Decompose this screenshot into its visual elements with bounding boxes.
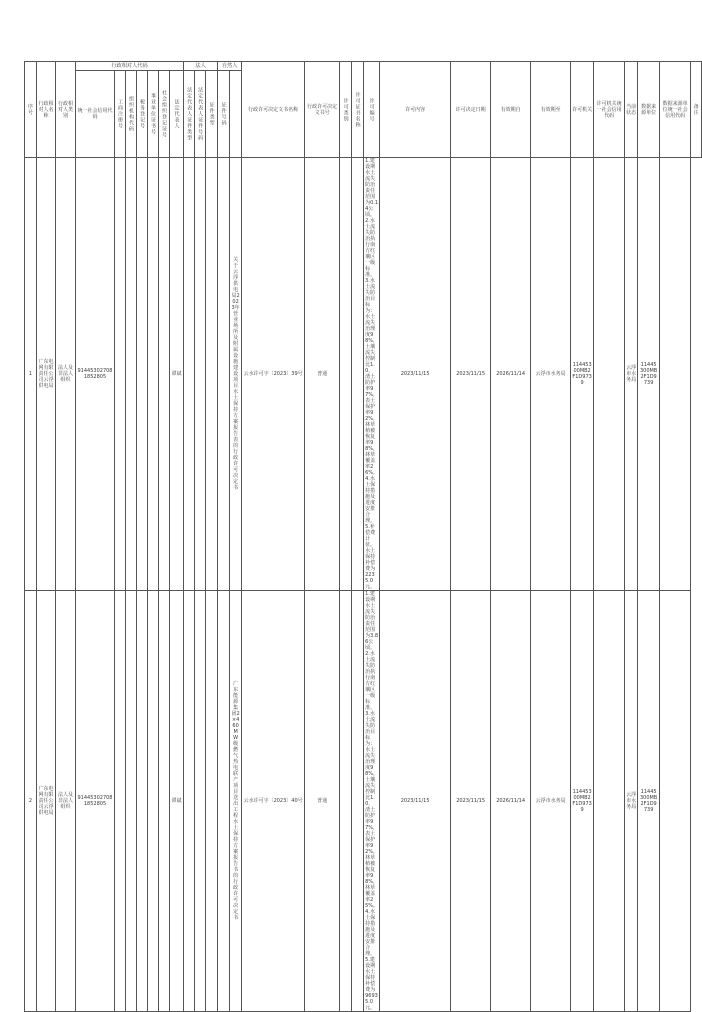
content-line: 4.水土保持措施及进度安排合理。: [365, 909, 376, 957]
header-decision-date: 许可决定日期: [451, 62, 491, 158]
cell-legal-id-no: [195, 591, 206, 1012]
cell-authority-code: 11445300MB2F1D9739: [571, 591, 594, 1012]
cell-legal-rep: 谭斌: [170, 591, 184, 1012]
table-row: [25, 158, 702, 591]
cell-unit-reg: [148, 158, 159, 591]
cell-source-code: 11445300MB2F1D9739: [638, 158, 660, 591]
header-tax-no: 税务登记号: [137, 71, 148, 158]
header-group-natural: 自然人: [218, 62, 242, 71]
cell-valid-to: 2026/11/14: [491, 158, 531, 591]
cell-unit-reg: [148, 591, 159, 1012]
content-line: 1.建设期水土流失防治责任范围为0.14公顷。: [365, 158, 379, 218]
cell-reg-no: [115, 591, 126, 1012]
header-valid-to: 有效期至: [531, 62, 571, 158]
header-category: 许可类别: [340, 62, 352, 158]
content-line: 5.补偿费计征。水土保持补偿费为2235.0元。: [365, 524, 376, 590]
header-authority: 许可机关: [571, 62, 594, 158]
cell-decision-date: 2023/11/15: [380, 591, 451, 1012]
header-source-code: 数据来源单位统一社会信用代码: [660, 62, 691, 158]
header-group-row: [25, 62, 702, 71]
cell-source-code: 11445300MB2F1D9739: [638, 591, 660, 1012]
cell-source-unit: 云浮市水务局: [625, 158, 638, 591]
cell-social-org: [159, 591, 170, 1012]
cell-authority: 云浮市水务局: [531, 591, 571, 1012]
cell-legal-rep: 谭斌: [170, 158, 184, 591]
header-usci: 统一社会信用代码: [76, 71, 115, 158]
cell-status: [594, 591, 625, 1012]
content-line: 4.水土保持措施及进度安排合理。: [365, 476, 376, 524]
header-source-unit: 数据来源单位: [638, 62, 660, 158]
header-seq: 序号: [25, 62, 37, 158]
cell-cert-name: [340, 591, 352, 1012]
header-counterparty-category: 行政相对人类别: [56, 62, 76, 158]
cell-tax-no: [137, 591, 148, 1012]
permit-table: [24, 61, 702, 1012]
cell-cert-no: [352, 591, 364, 1012]
cell-authority: 云浮市水务局: [531, 158, 571, 591]
cell-content: [364, 158, 380, 591]
cell-type: 普通: [305, 591, 340, 1012]
header-decision-doc-no: 行政许可决定文书号: [305, 62, 340, 158]
header-authority-code: 许可机关统一社会信用代码: [594, 62, 625, 158]
header-org-code: 组织机构代码: [126, 71, 137, 158]
cell-name: 广东电网有限责任公司云浮供电局: [37, 158, 56, 591]
cell-doc-name: 广东能源集团2×460MW级燃气热电联产项目送出工程水土保持方案报告书的行政许可决定书: [230, 591, 242, 1012]
cell-usci: 914453027081852805: [76, 591, 115, 1012]
header-remark: 备注: [691, 62, 702, 158]
permit-table-sheet: [24, 61, 699, 1012]
cell-legal-id-no: [195, 158, 206, 591]
cell-id-no: [218, 591, 230, 1012]
table-row: [25, 591, 702, 1012]
cell-seq: 1: [25, 158, 37, 591]
cell-org-code: [126, 158, 137, 591]
cell-decision-date: 2023/11/15: [380, 158, 451, 591]
cell-id-type: [206, 158, 218, 591]
cell-id-type: [206, 591, 218, 1012]
header-content: 许可内容: [380, 62, 451, 158]
header-unit-reg: 事业单位证书号: [148, 71, 159, 158]
header-legal-id-no: 法定代表人证件号码: [195, 71, 206, 158]
header-status: 当前状态: [625, 62, 638, 158]
cell-usci: 914453027081852805: [76, 158, 115, 591]
cell-seq: 2: [25, 591, 37, 1012]
cell-content: [364, 591, 380, 1012]
cell-valid-from: 2023/11/15: [451, 591, 491, 1012]
cell-id-no: [218, 158, 230, 591]
content-line: 2.水土流失防治执行南方红壤区一级标准。: [365, 651, 376, 711]
cell-type: 普通: [305, 158, 340, 591]
cell-legal-id-type: [184, 591, 195, 1012]
header-group-legal: 法人: [184, 62, 218, 71]
cell-tax-no: [137, 158, 148, 591]
cell-doc-no: 云水许可字〔2023〕39号: [242, 158, 305, 591]
header-legal-id-type: 法定代表人证件类型: [184, 71, 195, 158]
content-line: 5.建设期水土保持补偿费为96935.0元。: [365, 957, 378, 1011]
cell-name: 广东电网有限责任公司云浮供电局: [37, 591, 56, 1012]
header-social-org: 社会组织登记证号: [159, 71, 170, 158]
cell-valid-from: 2023/11/15: [451, 158, 491, 591]
cell-status: [594, 158, 625, 591]
header-id-no: 证件号码: [218, 71, 230, 158]
header-valid-from: 有效期自: [491, 62, 531, 158]
cell-doc-name: 关于云浮供电局2023年营业场所及附属设施建设项目水土保持方案报告表的行政许可决定书: [230, 158, 242, 591]
header-group-code: 行政相对人代码: [76, 62, 184, 71]
cell-legal-id-type: [184, 158, 195, 591]
content-line: 3.水土流失防治目标为：水土流失治理度98%，土壤流失控制比1.0，渣土防护率97%，表土保护率92%，林草植被恢复率98%，林草覆盖率25%。: [365, 711, 379, 909]
cell-category: 法人及非法人组织: [56, 158, 76, 591]
header-counterparty-name: 行政相对人名称: [37, 62, 56, 158]
cell-source-unit: 云浮市水务局: [625, 591, 638, 1012]
cell-social-org: [159, 158, 170, 591]
cell-remark: [660, 158, 691, 591]
content-line: 2.水土流失防治执行南方红壤区一级标准。: [365, 218, 376, 278]
header-id-type: 证件类型: [206, 71, 218, 158]
content-line: 3.水土流失防治目标为：水土流失治理度98%，土壤流失控制比1.0，渣土防护率97%，表土保护率92%，林草植被恢复率98%，林草覆盖率26%。: [365, 278, 379, 476]
cell-cert-name: [340, 158, 352, 591]
header-decision-doc-name: 行政许可决定文书名称: [242, 62, 305, 158]
content-line: 1.建设期水土流失防治责任范围为3.86公顷。: [365, 591, 379, 651]
cell-reg-no: [115, 158, 126, 591]
header-cert-name: 许可证书名称: [352, 62, 364, 158]
header-legal-rep: 法定代表人: [170, 71, 184, 158]
cell-cert-no: [352, 158, 364, 591]
cell-valid-to: 2026/11/14: [491, 591, 531, 1012]
cell-org-code: [126, 591, 137, 1012]
cell-category: 法人及非法人组织: [56, 591, 76, 1012]
header-cert-no: 许可编号: [364, 62, 380, 158]
cell-remark: [660, 591, 691, 1012]
cell-doc-no: 云水许可字〔2023〕40号: [242, 591, 305, 1012]
header-reg-no: 工商注册号: [115, 71, 126, 158]
cell-authority-code: 11445300MB2F1D9739: [571, 158, 594, 591]
